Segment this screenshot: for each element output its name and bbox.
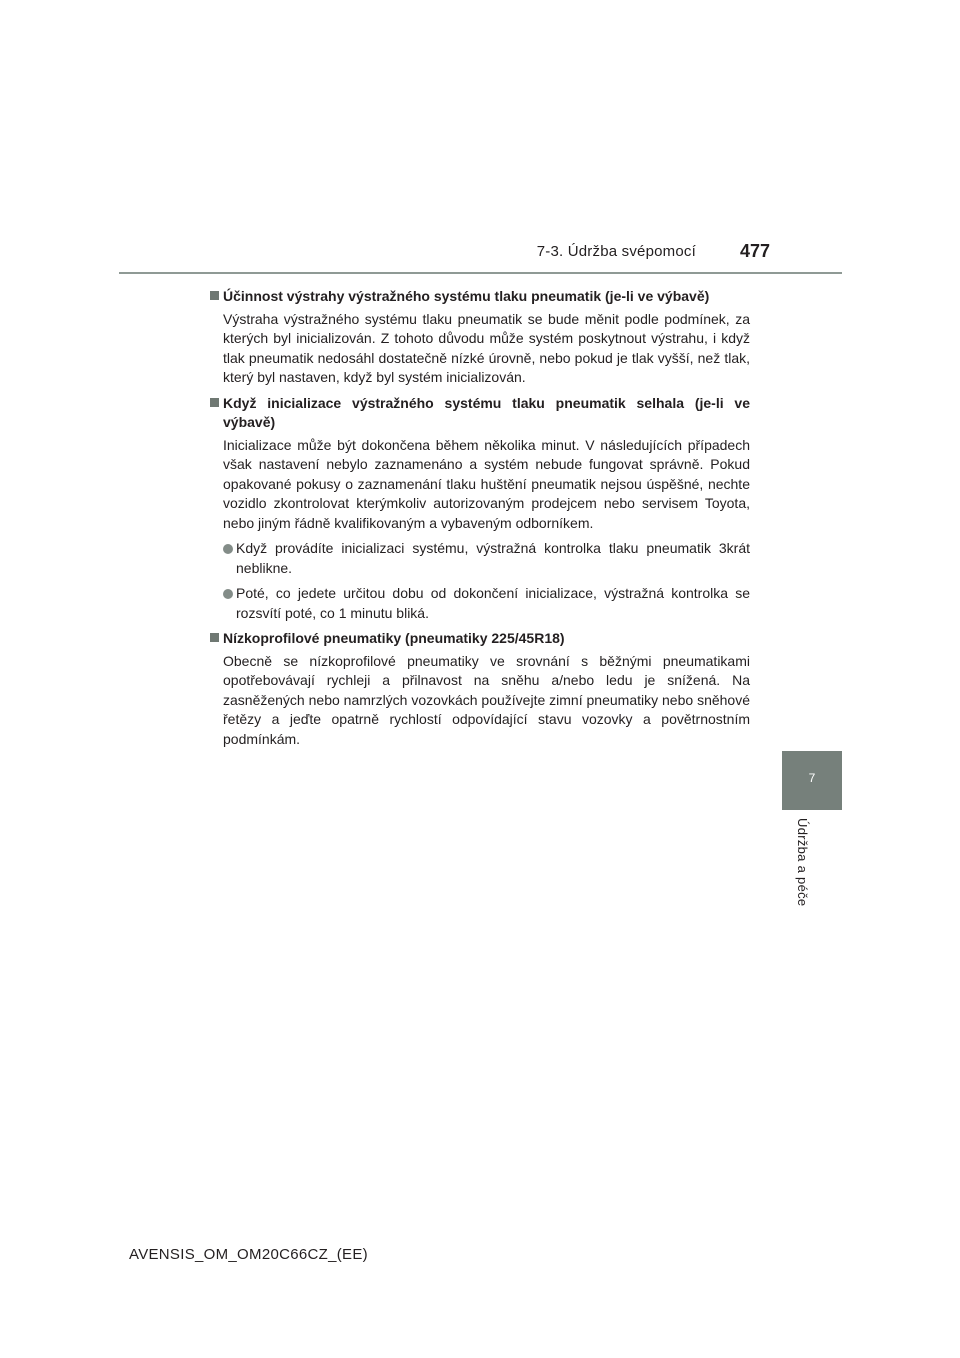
circle-bullet-icon xyxy=(223,589,233,599)
section-title: 7-3. Údržba svépomocí xyxy=(536,243,696,260)
heading-text: Nízkoprofilové pneumatiky (pneumatiky 225/45R18) xyxy=(223,630,565,646)
square-bullet-icon xyxy=(210,291,219,300)
circle-bullet-icon xyxy=(223,544,233,554)
chapter-tab xyxy=(782,751,842,810)
heading-text: Když inicializace výstražného systému tlaku pneumatik selhala (je-li ve výbavě) xyxy=(223,394,750,430)
section-heading xyxy=(210,287,750,307)
list-item-text: Poté, co jedete určitou dobu od dokončení inicializace, výstražná kontrolka se rozsvítí poté, co 1 minutu bliká. xyxy=(236,585,750,621)
list-item xyxy=(223,539,750,578)
chapter-label: Údržba a péče xyxy=(795,818,810,907)
section-low-profile-tires xyxy=(210,629,750,749)
list-item-text: Když provádíte inicializaci systému, výstražná kontrolka tlaku pneumatik 3krát neblikne. xyxy=(236,540,750,576)
section-heading xyxy=(210,394,750,433)
section-tpws-effectiveness xyxy=(210,287,750,388)
section-heading xyxy=(210,629,750,649)
document-code: AVENSIS_OM_OM20C66CZ_(EE) xyxy=(129,1246,368,1263)
section-paragraph: Inicializace může být dokončena během několika minut. V následujících případech však nastavení nebylo zaznamenáno a systém nebude fungovat správně. Pokud opakované pokusy o zaznamenání tlaku huštění pneumatik nejsou úspěšné, nechte vozidlo zkontrolovat kterýmkoliv autorizovaným prodejcem nebo servisem Toyota, nebo jiným řádně kvalifikovaným a vybaveným odborníkem. xyxy=(223,436,750,531)
section-paragraph: Výstraha výstražného systému tlaku pneumatik se bude měnit podle podmínek, za kterých byl inicializován. Z tohoto důvodu může systém poskytnout výstrahu, i když tlak pneumatik nedosáhl dostatečně nízké úrovně, nebo pokud je tlak vyšší, než tlak, který byl nastaven, když byl systém inicializován. xyxy=(223,310,750,385)
section-paragraph: Obecně se nízkoprofilové pneumatiky ve srovnání s běžnými pneumatikami opotřebovávají rychleji a přilnavost na sněhu a/nebo ledu je snížená. Na zasněžených nebo namrzlých vozovkách používejte zimní pneumatiky nebo sněhové řetězy a jeďte opatrně rychlostí odpovídající stavu vozovky a povětrnostním podmínkám. xyxy=(223,652,750,747)
square-bullet-icon xyxy=(210,633,219,642)
header-divider xyxy=(119,272,842,274)
list-item xyxy=(223,584,750,623)
page-number: 477 xyxy=(740,241,771,261)
square-bullet-icon xyxy=(210,398,219,407)
section-initialization-failed xyxy=(210,394,750,624)
heading-text: Účinnost výstrahy výstražného systému tlaku pneumatik (je-li ve výbavě) xyxy=(223,288,710,304)
page-content xyxy=(210,283,750,755)
chapter-number: 7 xyxy=(808,771,816,785)
